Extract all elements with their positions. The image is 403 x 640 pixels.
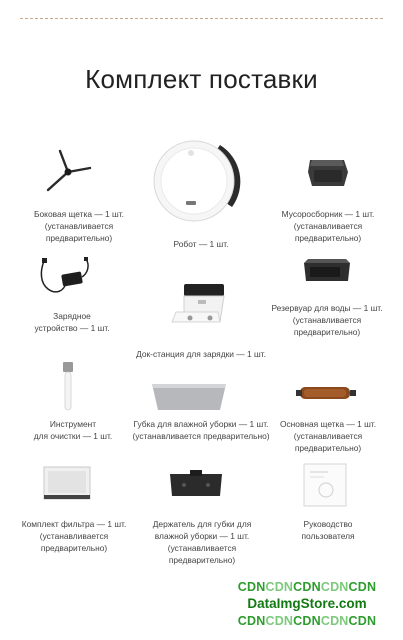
watermark-store: DataImgStore.com <box>247 596 367 611</box>
mop-pad-caption: Губка для влажной уборки — 1 шт. (устанавливается предварительно) <box>132 419 270 441</box>
page-title: Комплект поставки <box>85 64 318 94</box>
manual-image <box>302 462 348 508</box>
charger-image <box>38 255 98 295</box>
mop-holder-image <box>166 468 226 502</box>
dock-image <box>170 282 230 326</box>
filter-image <box>42 463 92 503</box>
manual-caption: Руководство пользователя <box>301 519 355 541</box>
watermark-cdn-bottom: CDNCDNCDNCDNCDN <box>237 614 377 628</box>
mop-holder-caption: Держатель для губки для влажной уборки — 1 шт. (устанавливается предварительно) <box>152 519 252 565</box>
dustbin-caption: Мусоросборник — 1 шт. (устанавливается предварительно) <box>281 209 375 243</box>
dock-caption: Док-станция для зарядки — 1 шт. <box>136 349 266 359</box>
robot-caption: Робот — 1 шт. <box>173 239 229 249</box>
dustbin-image <box>304 152 352 192</box>
cleaning-tool-image <box>60 360 76 412</box>
main-brush-caption: Основная щетка — 1 шт. (устанавливается предварительно) <box>279 419 377 453</box>
side-brush-caption: Боковая щетка — 1 шт. (устанавливается предварительно) <box>34 209 124 243</box>
water-tank-image <box>300 255 354 289</box>
mop-pad-image <box>148 380 230 416</box>
top-divider <box>20 18 383 19</box>
main-brush-image <box>296 382 356 404</box>
cleaning-tool-caption: Инструмент для очистки — 1 шт. <box>33 419 113 441</box>
water-tank-caption: Резервуар для воды — 1 шт. (устанавливается предварительно) <box>271 303 383 337</box>
side-brush-image <box>40 148 96 194</box>
robot-image <box>148 133 244 229</box>
charger-caption: Зарядное устройство — 1 шт. <box>34 311 110 333</box>
watermark-cdn-top: CDNCDNCDNCDNCDN <box>237 580 377 594</box>
filter-caption: Комплект фильтра — 1 шт. (устанавливается предварительно) <box>21 519 127 553</box>
